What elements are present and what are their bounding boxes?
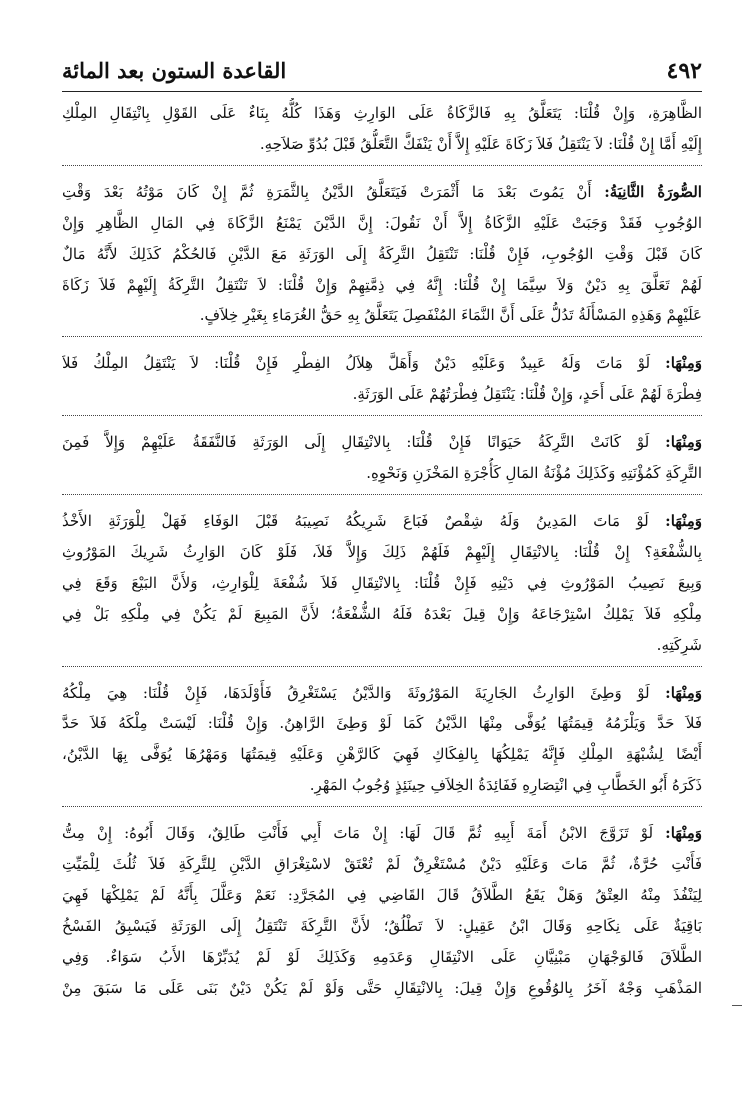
margin-mark — [732, 1005, 742, 1006]
paragraph — [62, 98, 702, 160]
text-line: لَهُمْ تَعَلَّقَ بِهِ دَيْنٌ وَلاَ سِيَّمَا إِنْ قُلْنَا: إِنَّهُ فِي ذِمَّتِهِمْ وَإِنْ قُلْنَا: لاَ تَنْتَقِلُ التَّرِكَةُ إِلَيْهِمْ فَلاَ زَكَاةَ — [62, 275, 702, 294]
text-line: أَيْضًا لِشُبْهَةِ المِلْكِ فَإِنَّهُ يَمْلِكُهَا بِالفِكَاكِ فَهِيَ كَالرَّهْنِ وَعَلَيْهِ قِيمَتُهَا وَمَهْرُهَا يُوَفَّى بِهَا الدَّيْنُ، — [62, 745, 702, 764]
text-line: فِطْرَةَ لَهُمْ عَلَى أَحَدٍ، وَإِنْ قُلْنَا: يَنْتَقِلُ فِطْرَتُهُمْ عَلَى الوَرَثَةِ. — [352, 385, 702, 404]
text-line: بِالشُّفْعَةِ؟ إِنْ قُلْنَا: بِالانْتِقَالِ إِلَيْهِمْ فَلَهُمْ ذَلِكَ وَإِلاَّ فَلاَ، فَلَوْ كَانَ الوَارِثُ شَرِيكَ المَوْرُوثِ — [62, 542, 702, 561]
paragraph — [62, 818, 702, 1003]
running-title: القاعدة الستون بعد المائة — [62, 58, 287, 83]
page-number: ٤٩٢ — [666, 58, 702, 84]
text-line: فَأَنْتِ حُرَّةٌ، ثُمَّ مَاتَ وَعَلَيْهِ دَيْنٌ مُسْتَغْرِقٌ لَمْ تُعْتَقْ لاسْتِغْرَاقِ الدَّيْنِ لِلتَّرِكَةِ فَلاَ ثُلُثَ لِلْمَيِّتِ — [62, 855, 702, 874]
paragraph-divider — [62, 806, 702, 818]
text-line — [62, 818, 702, 849]
paragraph-lead: وَمِنْهَا: — [665, 433, 702, 452]
paragraph — [62, 506, 702, 661]
text-line-content: لَوْ مَاتَ المَدِينُ وَلَهُ شِقْصٌ فَبَاعَ شَرِيكُهُ نَصِيبَهُ قَبْلَ الوَفَاءِ فَهَلْ لِلْوَرَثَةِ الأَخْذُ — [62, 511, 649, 530]
text-line — [62, 348, 702, 379]
text-line: الظَّاهِرَةِ، وَإِنْ قُلْنَا: يَتَعَلَّقُ بِهِ فَالزَّكَاةُ عَلَى الوَارِثِ وَهَذَا كُلُّهُ بِنَاءٌ عَلَى القَوْلِ بِانْتِقَالِ المِلْكِ — [62, 104, 702, 122]
text-line: فَلاَ حَدَّ وَيَلْزَمُهُ قِيمَتُهَا يُوَفَّى مِنْهَا الدَّيْنُ كَمَا لَوْ وَطِئَ الرَّاهِنُ. وَإِنْ قُلْنَا: لَيْسَتْ مِلْكَهُ فَلاَ حَدَّ — [62, 714, 702, 733]
paragraph-lead: وَمِنْهَا: — [665, 511, 702, 530]
text-line: الوُجُوبِ فَقَدْ وَجَبَتْ عَلَيْهِ الزَّكَاةُ إِلاَّ أَنْ نَقُولَ: إِنَّ الدَّيْنَ يَمْنَعُ الزَّكَاةَ فِي المَالِ الظَّاهِرِ وَإِنْ — [62, 213, 702, 232]
text-line: لِيَنْفُذَ مِنْهُ العِتْقُ وَهَلْ يَقَعُ الطَّلاَقُ قَالَ القَاضِي فِي المُجَرَّدِ: نَعَمْ وَعَلَّلَ بِأَنَّهُ لَمْ يَمْلِكْهَا فَهِيَ — [62, 885, 702, 904]
paragraph — [62, 678, 702, 802]
page-header — [62, 58, 702, 88]
header-rule — [62, 91, 702, 92]
paragraph — [62, 348, 702, 410]
body-text — [62, 98, 702, 1004]
text-line: عَلَيْهِمْ وَهَذِهِ المَسْأَلَةُ تَدُلُّ عَلَى أَنَّ النَّمَاءَ المُنْفَصِلَ يَتَعَلَّقُ بِهِ حَقُّ الغُرَمَاءِ بِغَيْرِ خِلاَفٍ. — [199, 306, 702, 325]
text-line: إِلَيْهِ أَمَّا إِنْ قُلْنَا: لاَ يَنْتَقِلُ فَلاَ زَكَاةَ عَلَيْهِ إِلاَّ أَنْ يَنْفَكَّ التَّعَلُّقُ قَبْلَ بُدُوِّ صَلاَحِهِ. — [259, 134, 702, 153]
text-line-content: لَوْ مَاتَ وَلَهُ عَبِيدٌ وَعَلَيْهِ دَيْنٌ وَأَهَلَّ هِلاَلُ الفِطْرِ فَإِنْ قُلْنَا: لاَ يَنْتَقِلُ المِلْكُ فَلاَ — [62, 354, 651, 373]
paragraph-lead: وَمِنْهَا: — [665, 683, 702, 702]
paragraph-divider — [62, 165, 702, 177]
paragraph — [62, 177, 702, 332]
paragraph-lead: وَمِنْهَا: — [665, 824, 702, 843]
text-line-content: لَوْ وَطِئَ الوَارِثُ الجَارِيَةَ المَوْرُوثَةَ وَالدَّيْنُ يَسْتَغْرِقُ فَأَوْلَدَهَا، فَإِنْ قُلْنَا: هِيَ مِلْكُهُ — [62, 683, 650, 702]
paragraph-lead: الصُّورَةُ الثَّانِيَةُ: — [604, 182, 702, 201]
text-line: ذَكَرَهُ أَبُو الخَطَّابِ فِي انْتِصَارِهِ فَفَائِدَةُ الخِلاَفِ حِينَئِذٍ وُجُوبُ المَهْرِ. — [309, 776, 702, 795]
paragraph — [62, 427, 702, 489]
paragraph-divider — [62, 666, 702, 678]
text-line — [62, 506, 702, 537]
paragraph-divider — [62, 494, 702, 506]
text-line: مِلْكِهِ فَلاَ يَمْلِكُ اسْتِرْجَاعَهُ وَإِنْ قِيلَ بَعْدَهُ فَلَهُ الشُّفْعَةُ؛ لأَنَّ المَبِيعَ لَمْ يَكُنْ فِي مِلْكِهِ بَلْ فِي — [62, 604, 702, 623]
text-line: وَبِيعَ نَصِيبُ المَوْرُوثِ فِي دَيْنِهِ فَإِنْ قُلْنَا: بِالانْتِقَالِ فَلاَ شُفْعَةَ لِلْوَارِثِ، وَلأَنَّ البَيْعَ وَقَعَ فِي — [62, 573, 702, 592]
paragraph-divider — [62, 336, 702, 348]
text-line: المَذْهَبِ وَجْهٌ آخَرُ بِالوُقُوعِ وَإِنْ قِيلَ: بِالانْتِقَالِ حَتَّى وَلَوْ لَمْ يَكُنْ دَيْنٌ بَنَى عَلَى مَا سَبَقَ مِنْ — [62, 978, 702, 997]
paragraph-divider — [62, 415, 702, 427]
text-line — [62, 177, 702, 208]
text-line: التَّرِكَةِ كَمُؤْنَتِهِ وَكَذَلِكَ مُؤْنَةُ المَالِ كَأُجْرَةِ المَخْزَنِ وَنَحْوِهِ. — [366, 464, 702, 483]
text-line-content: أَنْ يَمُوتَ بَعْدَ مَا أَثْمَرَتْ فَيَتَعَلَّقُ الدَّيْنُ بِالثَّمَرَةِ ثُمَّ إِنْ كَانَ مَوْتُهُ بَعْدَ وَقْتِ — [62, 182, 592, 201]
text-line: كَانَ قَبْلَ وَقْتِ الوُجُوبِ، فَإِنْ قُلْنَا: تَنْتَقِلُ التَّرِكَةُ إِلَى الوَرَثَةِ مَعَ الدَّيْنِ فَالحُكْمُ كَذَلِكَ لأَنَّهُ مَالٌ — [62, 244, 702, 263]
text-line: الطَّلاَقَ فَالوَجْهَانِ مَبْنِيَّانِ عَلَى الانْتِقَالِ وَعَدَمِهِ وَكَذَلِكَ لَوْ لَمْ يُدَبِّرْهَا الأَبُ سَوَاءٌ. وَفِي — [62, 947, 702, 966]
text-line: بَاقِيَةٌ عَلَى نِكَاحِهِ وَقَالَ ابْنُ عَقِيلٍ: لاَ تَطْلُقُ؛ لأَنَّ التَّرِكَةَ تَنْتَقِلُ إِلَى الوَرَثَةِ فَيَسْبِقُ الفَسْخُ — [62, 916, 702, 935]
text-line: شَرِكَتِهِ. — [656, 635, 702, 654]
text-line — [62, 678, 702, 709]
text-line-content: لَوْ كَانَتْ التَّرِكَةُ حَيَوَانًا فَإِنْ قُلْنَا: بِالانْتِقَالِ إِلَى الوَرَثَةِ فَالنَّفَقَةُ عَلَيْهِمْ وَإِلاَّ فَمِنَ — [62, 433, 650, 452]
text-line-content: لَوْ تَزَوَّجَ الابْنُ أَمَةَ أَبِيهِ ثُمَّ قَالَ لَهَا: إِنْ مَاتَ أَبِي فَأَنْتِ طَالِقٌ، وَقَالَ أَبُوهُ: إِنْ مِتُّ — [62, 824, 654, 843]
text-line — [62, 427, 702, 458]
paragraph-lead: وَمِنْهَا: — [665, 354, 702, 373]
